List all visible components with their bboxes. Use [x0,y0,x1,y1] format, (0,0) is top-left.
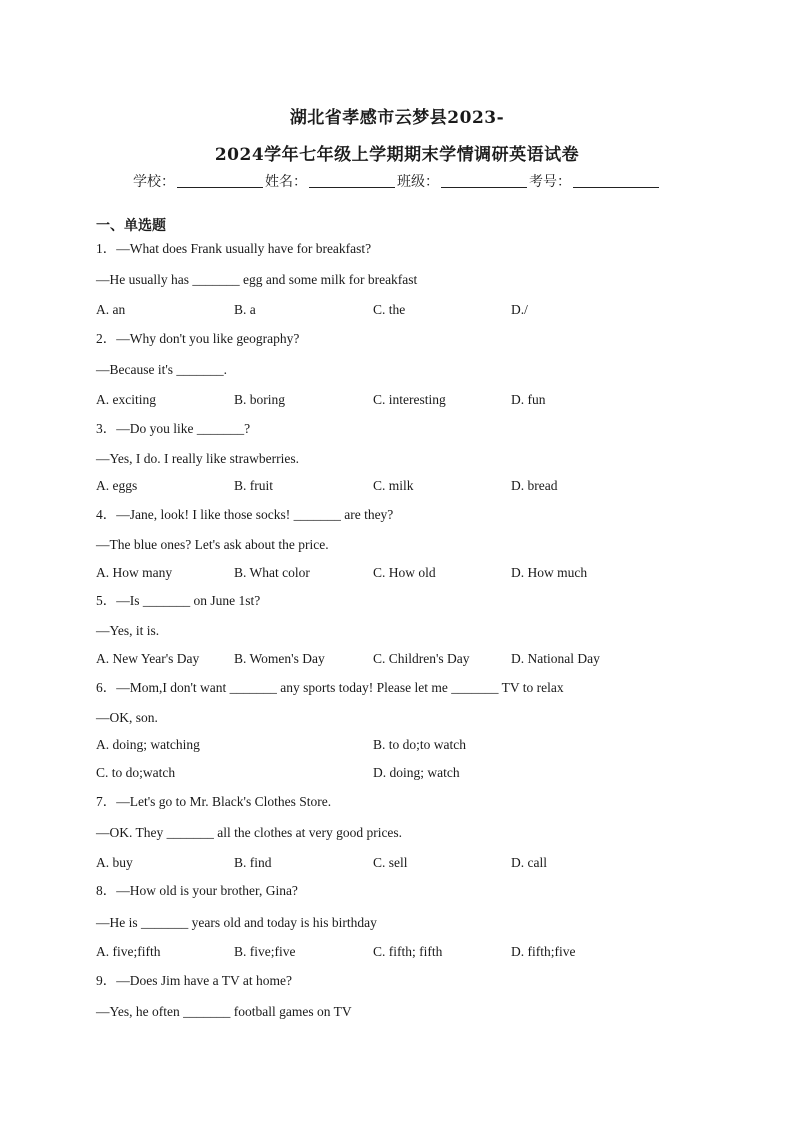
option-7b: B. find [234,855,272,870]
option-8b: B. five;five [234,944,296,959]
option-5a: A. New Year's Day [96,651,200,666]
option-8a: A. five;fifth [96,944,161,959]
option-6b: B. to do;to watch [373,737,466,752]
option-2a: A. exciting [96,392,156,407]
name-blank [309,173,395,188]
exam-no-blank [573,173,659,188]
class-label: 班级： [397,174,439,190]
question-2: 2．—Why don't you like geography? [96,331,300,346]
option-8c: C. fifth; fifth [373,944,443,959]
option-4c: C. How old [373,565,436,580]
answer-line-9: —Yes, he often _______ football games on TV [96,1004,352,1019]
question-7: 7．—Let's go to Mr. Black's Clothes Store. [96,794,332,809]
option-2b: B. boring [234,392,286,407]
question-9: 9．—Does Jim have a TV at home? [96,973,292,988]
question-5: 5．—Is _______ on June 1st? [96,593,261,608]
option-5c: C. Children's Day [373,651,470,666]
answer-line-7: —OK. They _______ all the clothes at very good prices. [96,825,403,840]
question-8: 8．—How old is your brother, Gina? [96,883,298,898]
school-blank [177,173,263,188]
exam-title-line1: 湖北省孝感市云梦县2023- [289,108,505,128]
question-6: 6．—Mom,I don't want _______ any sports today! Please let me _______ TV to relax [96,680,564,695]
student-info-row [0,171,794,191]
section-heading: 一、单选题 [96,218,166,234]
question-4: 4．—Jane, look! I like those socks! _______ are they? [96,507,394,522]
answer-line-2: —Because it's _______. [96,362,228,377]
option-6a: A. doing; watching [96,737,200,752]
option-3d: D. bread [511,478,558,493]
option-1d: D./ [511,302,528,317]
answer-line-3: —Yes, I do. I really like strawberries. [96,451,299,466]
option-2d: D. fun [511,392,546,407]
answer-line-6: —OK, son. [96,710,158,725]
answer-line-4: —The blue ones? Let's ask about the price. [96,537,329,552]
answer-line-1: —He usually has _______ egg and some milk for breakfast [96,272,418,287]
exam-no-label: 考号： [529,174,571,190]
option-3c: C. milk [373,478,414,493]
question-3: 3．—Do you like _______? [96,421,251,436]
school-label: 学校： [133,174,175,190]
option-3a: A. eggs [96,478,138,493]
exam-title-line2: 2024学年七年级上学期期末学情调研英语试卷 [214,145,580,165]
question-1: 1．—What does Frank usually have for breakfast? [96,241,372,256]
class-blank [441,173,527,188]
option-1c: C. the [373,302,406,317]
option-1b: B. a [234,302,256,317]
option-2c: C. interesting [373,392,446,407]
option-4b: B. What color [234,565,310,580]
option-4d: D. How much [511,565,588,580]
answer-line-8: —He is _______ years old and today is his birthday [96,915,377,930]
option-6c: C. to do;watch [96,765,176,780]
option-7a: A. buy [96,855,133,870]
name-label: 姓名： [265,174,307,190]
option-5d: D. National Day [511,651,600,666]
option-5b: B. Women's Day [234,651,325,666]
option-8d: D. fifth;five [511,944,576,959]
option-4a: A. How many [96,565,173,580]
option-3b: B. fruit [234,478,273,493]
option-6d: D. doing; watch [373,765,460,780]
option-7c: C. sell [373,855,408,870]
option-7d: D. call [511,855,547,870]
option-1a: A. an [96,302,126,317]
answer-line-5: —Yes, it is. [96,623,160,638]
